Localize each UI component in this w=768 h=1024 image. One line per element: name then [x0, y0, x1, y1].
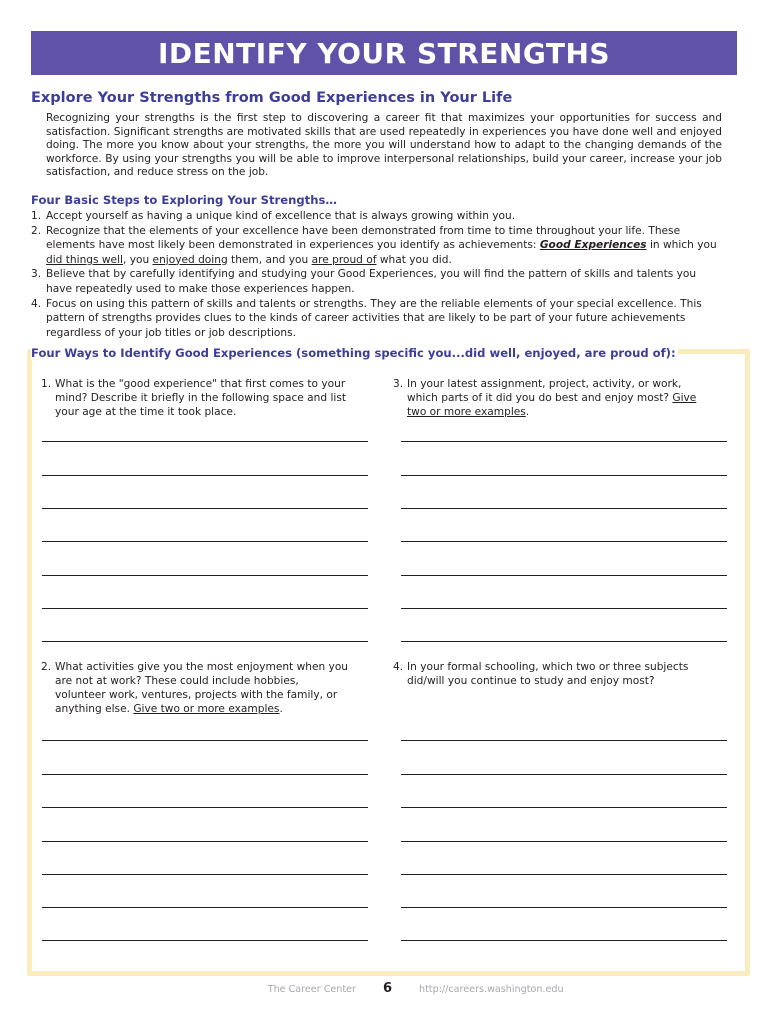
- question-text: In your latest assignment, project, activity, or work, which parts of it did you do best and enjoy most?: [407, 378, 682, 404]
- steps-list: [31, 209, 723, 340]
- answer-line[interactable]: [401, 575, 727, 576]
- step-number: 2.: [31, 224, 42, 237]
- footer-organization: The Career Center: [267, 984, 356, 995]
- question-text: What activities give you the most enjoyment when you are not at work? These could include hobbies, volunteer work, ventures, projects with the family, or anything else.: [55, 661, 349, 715]
- answer-line[interactable]: [42, 575, 368, 576]
- footer-url: http://careers.washington.edu: [419, 984, 564, 995]
- answer-line[interactable]: [401, 441, 727, 442]
- answer-line[interactable]: [42, 441, 368, 442]
- answer-line[interactable]: [401, 740, 727, 741]
- step-text: Believe that by carefully identifying and studying your Good Experiences, you will find the pattern of skills and talents you have repeatedly used to make those experiences happen.: [46, 268, 697, 295]
- intro-paragraph: Recognizing your strengths is the first step to discovering a career fit that maximizes your opportunities for success and satisfaction. Significant strengths are motivated skills that are used repeatedly in experiences you have done well and enjoyed doing. The more you know about your strengths, the more you will understand how to adapt to the changing demands of the workforce. By using your strengths you will be able to improve interpersonal relationships, build your career, increase your job satisfaction, and reduce stress on the job.: [46, 112, 722, 179]
- step-number: 1.: [31, 210, 42, 222]
- step-text: Focus on using this pattern of skills and talents or strengths. They are the reliable elements of your special excellence. This pattern of strengths provides clues to the kinds of career activities that are likely to be part of your future achievements regardless of your job titles or job descriptions.: [46, 297, 702, 339]
- answer-line[interactable]: [401, 508, 727, 509]
- answer-line[interactable]: [42, 874, 368, 875]
- examples-emphasis: Give two or more examples: [133, 703, 280, 715]
- answer-line[interactable]: [42, 541, 368, 542]
- step-number: 3.: [31, 268, 42, 281]
- question-end: .: [525, 406, 530, 418]
- step-text: in which you: [646, 239, 717, 252]
- page-title: IDENTIFY YOUR STRENGTHS: [157, 36, 611, 70]
- question-text: In your formal schooling, which two or three subjects did/will you continue to study and enjoy most?: [407, 661, 689, 687]
- question-number: 2.: [41, 661, 52, 673]
- step-text: Recognize that the elements of your excellence have been demonstrated from time to time throughout your life. These elements have most likely been demonstrated in experiences you identify as achievements:: [46, 224, 681, 252]
- answer-line[interactable]: [42, 940, 368, 941]
- steps-heading: Four Basic Steps to Exploring Your Strengths…: [31, 193, 337, 207]
- answer-line[interactable]: [42, 907, 368, 908]
- step-text: them, and you: [227, 253, 312, 266]
- answer-line[interactable]: [42, 841, 368, 842]
- list-item: [31, 224, 723, 268]
- answer-line[interactable]: [401, 475, 727, 476]
- answer-line[interactable]: [401, 841, 727, 842]
- answer-line[interactable]: [401, 641, 727, 642]
- enjoyed-emphasis: enjoyed doing: [152, 253, 228, 266]
- section-subtitle: Explore Your Strengths from Good Experiences in Your Life: [31, 90, 513, 106]
- step-text: , you: [122, 253, 153, 266]
- answer-line[interactable]: [42, 740, 368, 741]
- list-item: [31, 209, 723, 224]
- answer-line[interactable]: [42, 508, 368, 509]
- question-3: [393, 377, 709, 419]
- list-item: [31, 267, 723, 296]
- question-1: [41, 377, 351, 419]
- answer-line[interactable]: [401, 541, 727, 542]
- question-2: [41, 660, 351, 716]
- answer-line[interactable]: [42, 608, 368, 609]
- good-experiences-emphasis: Good Experiences: [539, 239, 647, 252]
- answer-line[interactable]: [401, 608, 727, 609]
- title-banner: [31, 31, 737, 75]
- answer-line[interactable]: [42, 641, 368, 642]
- examples-emphasis: Give two or more examples: [407, 392, 697, 418]
- answer-line[interactable]: [42, 807, 368, 808]
- answer-line[interactable]: [401, 874, 727, 875]
- step-text: Accept yourself as having a unique kind of excellence that is always growing within you.: [46, 210, 516, 222]
- question-number: 1.: [41, 378, 52, 390]
- list-item: [31, 297, 723, 341]
- page-footer: [0, 982, 768, 998]
- answer-line[interactable]: [401, 807, 727, 808]
- question-number: 3.: [393, 378, 404, 390]
- did-well-emphasis: did things well: [46, 253, 123, 266]
- question-number: 4.: [393, 661, 404, 673]
- answer-line[interactable]: [42, 774, 368, 775]
- answer-line[interactable]: [42, 475, 368, 476]
- question-end: .: [279, 703, 283, 715]
- answer-line[interactable]: [401, 774, 727, 775]
- ways-heading: Four Ways to Identify Good Experiences (something specific you...did well, enjoyed, are proud of):: [31, 346, 676, 360]
- step-text: what you did.: [376, 253, 452, 266]
- answer-line[interactable]: [401, 907, 727, 908]
- question-text: What is the "good experience" that first comes to your mind? Describe it briefly in the following space and list your age at the time it took place.: [55, 378, 347, 418]
- question-4: [393, 660, 709, 688]
- answer-line[interactable]: [401, 940, 727, 941]
- step-number: 4.: [31, 297, 42, 310]
- page-number: 6: [383, 981, 393, 996]
- proud-emphasis: are proud of: [311, 253, 377, 266]
